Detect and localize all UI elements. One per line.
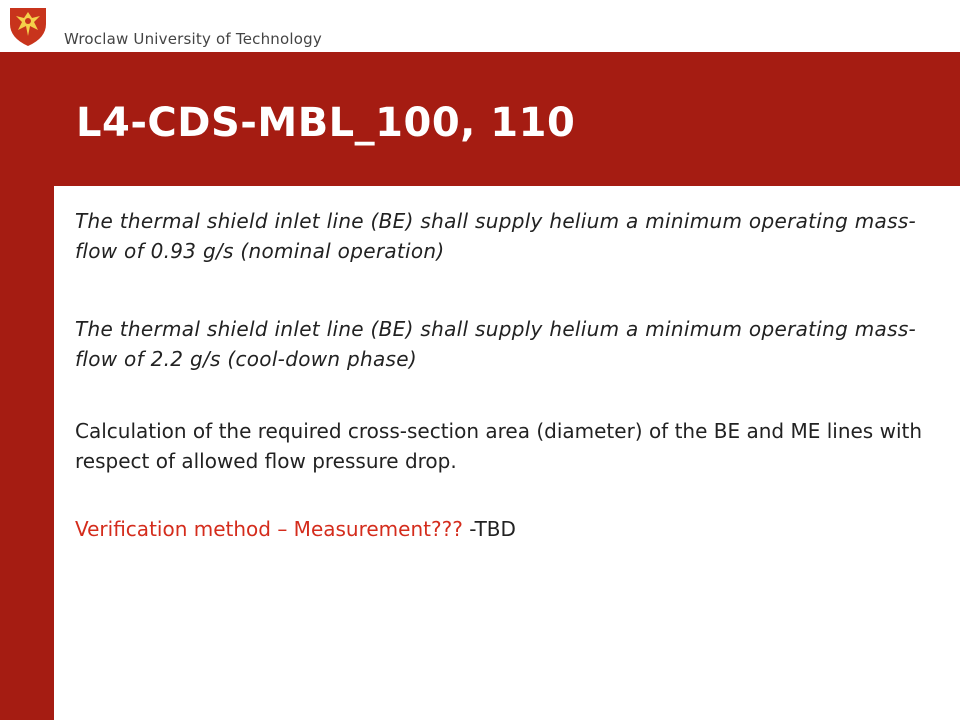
university-name: Wroclaw University of Technology: [64, 30, 322, 48]
verification-tbd: -TBD: [462, 517, 516, 541]
calculation-note: Calculation of the required cross-section area (diameter) of the BE and ME lines with respect of allowed flow pressure drop.: [75, 419, 923, 473]
verification-label: Verification method – Measurement???: [75, 517, 463, 541]
left-accent-bar: [0, 52, 54, 720]
header-bar: [0, 0, 960, 52]
requirement-cooldown: The thermal shield inlet line (BE) shall supply helium a minimum operating mass-flow of 2.2 g/s (cool-down phase): [75, 317, 917, 371]
slide-title: L4-CDS-MBL_100, 110: [76, 100, 576, 146]
eagle-emblem-icon: [6, 4, 50, 48]
verification-method: [75, 514, 945, 544]
requirement-nominal: The thermal shield inlet line (BE) shall supply helium a minimum operating mass-flow of 0.93 g/s (nominal operation): [75, 209, 917, 263]
slide-content: [75, 206, 945, 592]
